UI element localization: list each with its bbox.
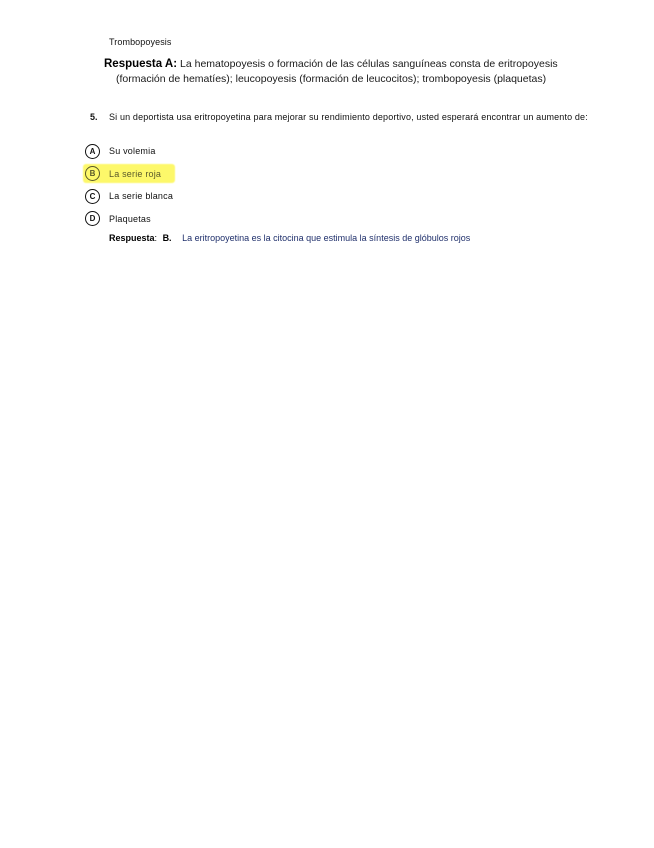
- question-text: Si un deportista usa eritropoyetina para mejorar su rendimiento deportivo, usted esperará encontrar un aumento de:: [109, 112, 588, 122]
- option-c-letter-circle: C: [85, 189, 100, 204]
- option-d-letter-circle: D: [85, 211, 100, 226]
- option-d[interactable]: [85, 208, 385, 231]
- option-b[interactable]: [85, 163, 385, 186]
- option-c[interactable]: [85, 185, 385, 208]
- question-number: 5.: [90, 112, 98, 122]
- answer-letter: B.: [162, 233, 172, 243]
- answer-block: [109, 233, 470, 243]
- option-b-letter-circle: B: [85, 166, 100, 181]
- answer-label: Respuesta: [109, 233, 155, 243]
- option-b-text: La serie roja: [109, 168, 162, 179]
- previous-answer-line-1: La hematopoyesis o formación de las células sanguíneas consta de eritropoyesis: [180, 58, 558, 70]
- option-a-letter-circle: A: [85, 144, 100, 159]
- answer-explanation: La eritropoyetina es la citocina que estimula la síntesis de glóbulos rojos: [182, 233, 471, 243]
- option-c-text: La serie blanca: [109, 191, 174, 202]
- option-a[interactable]: [85, 140, 385, 163]
- previous-answer-colon: :: [173, 58, 178, 70]
- option-d-text: Plaquetas: [109, 213, 151, 224]
- previous-question-option-text: Trombopoyesis: [109, 37, 172, 47]
- previous-answer-line-2: (formación de hematíes); leucopoyesis (formación de leucocitos); trombopoyesis (plaquetas): [116, 73, 547, 85]
- answer-options-list: [85, 140, 385, 230]
- option-a-text: Su volemia: [109, 146, 156, 157]
- answer-colon: :: [154, 233, 158, 243]
- previous-answer-block: [104, 57, 624, 87]
- previous-answer-label: Respuesta A: [104, 58, 174, 70]
- question-5: [90, 111, 590, 124]
